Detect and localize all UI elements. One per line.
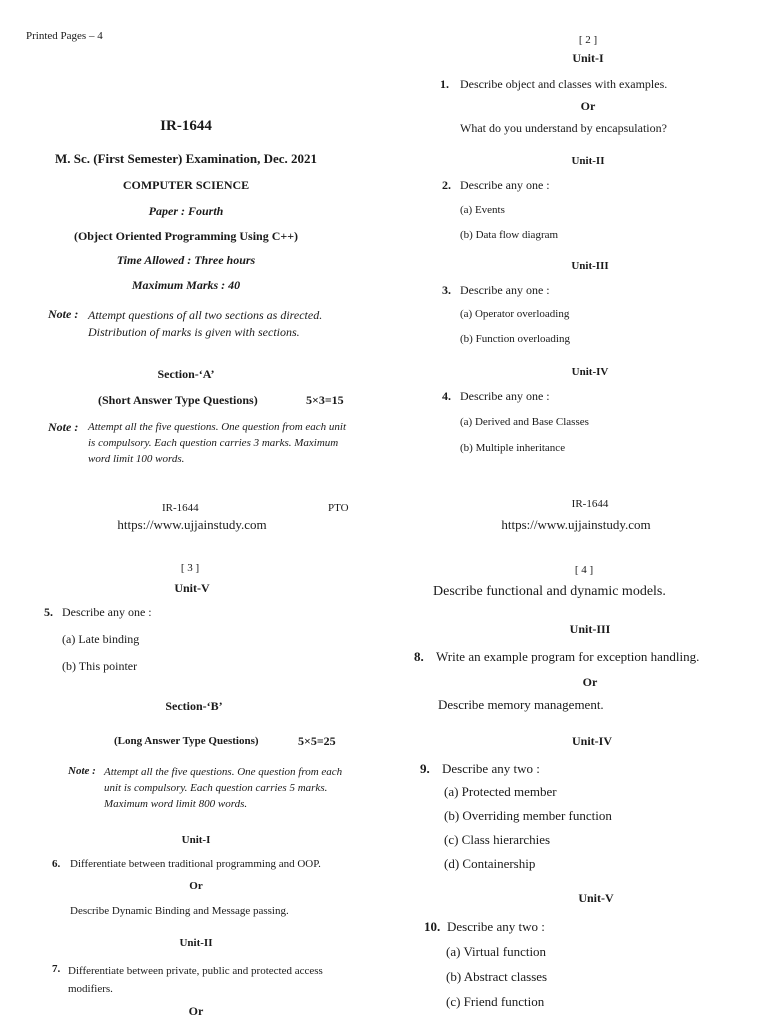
question-text: Describe Dynamic Binding and Message passing. [70,905,289,917]
page-number: [ 4 ] [574,564,594,576]
question-text: Describe functional and dynamic models. [433,584,666,599]
question-number: 2. [442,178,451,192]
paper-code: IR-1644 [160,118,212,134]
question-number: 7. [52,963,61,975]
option-d: (d) Containership [444,856,536,871]
question-text: Differentiate between traditional programming and OOP. [70,858,321,870]
option-b: (b) Function overloading [460,333,570,345]
printed-pages: Printed Pages – 4 [26,30,103,42]
note-text: Attempt all the five questions. One question from each unit is compulsory. Each question carries 5 marks. Maximum word limit 800 words. [104,766,343,810]
unit-heading: Unit-I [181,834,211,846]
option-b: (b) Data flow diagram [460,229,559,241]
option-b: (b) Overriding member function [444,808,612,823]
question-number: 6. [52,858,61,870]
option-b: (b) This pointer [62,659,138,673]
or-separator: Or [189,880,203,892]
footer-pto: PTO [328,502,349,514]
question-text: What do you understand by encapsulation? [460,121,667,135]
note-text: Attempt all the five questions. One question from each unit is compulsory. Each question carries 3 marks. Maximum word limit 100 words. [88,421,347,465]
unit-heading: Unit-IV [571,366,609,378]
question-text: Describe any two : [442,761,540,776]
question-number: 1. [440,77,449,91]
paper-number: Paper : Fourth [148,204,224,218]
question-text: Describe memory management. [438,697,604,712]
unit-heading: Unit-V [174,581,210,595]
question-text: Describe any one : [460,389,550,403]
question-number: 4. [442,389,451,403]
section-a-heading: Section-‘A’ [157,367,215,381]
exam-title: M. Sc. (First Semester) Examination, Dec. 2021 [54,151,318,166]
option-a: (a) Protected member [444,784,557,799]
unit-heading: Unit-II [179,937,213,949]
option-b: (b) Abstract classes [446,969,548,984]
course-title: (Object Oriented Programming Using C++) [73,229,299,243]
note-text: Attempt questions of all two sections as directed. Distribution of marks is given with sections. [88,308,323,340]
page-number: [ 2 ] [578,34,598,46]
question-text: Write an example program for exception handling. [436,649,700,664]
note-label: Note : [48,420,79,434]
or-separator: Or [582,675,598,689]
unit-heading: Unit-V [578,891,614,905]
question-text: Describe object and classes with examples. [460,77,668,91]
question-number: 9. [420,761,430,776]
question-number: 10. [424,919,441,934]
note-label: Note : [48,307,79,321]
option-a: (a) Virtual function [446,944,547,959]
unit-heading: Unit-I [572,51,604,65]
question-number: 3. [442,283,451,297]
option-c: (c) Friend function [446,994,545,1009]
question-text: Describe any one : [460,283,550,297]
or-separator: Or [580,99,596,113]
section-b-title: (Long Answer Type Questions) [114,735,259,747]
question-text: Describe any two : [447,919,545,934]
question-text: Describe any one : [62,605,152,619]
question-text: Describe any one : [460,178,550,192]
question-number: 5. [44,605,53,619]
footer-url: https://www.ujjainstudy.com [501,517,651,532]
unit-heading: Unit-III [571,260,609,272]
question-number: 8. [414,649,424,664]
footer-url: https://www.ujjainstudy.com [117,517,267,532]
option-b: (b) Multiple inheritance [460,442,566,454]
page-number: [ 3 ] [180,562,200,574]
footer-code: IR-1644 [162,502,199,514]
option-a: (a) Operator overloading [460,308,570,320]
option-a: (a) Late binding [62,632,140,646]
section-b-marks: 5×5=25 [298,734,336,748]
maximum-marks: Maximum Marks : 40 [131,278,241,292]
time-allowed: Time Allowed : Three hours [116,253,256,267]
section-a-title: (Short Answer Type Questions) [98,393,258,407]
or-separator: Or [188,1004,204,1018]
unit-heading: Unit-II [571,155,605,167]
section-a-marks: 5×3=15 [306,393,344,407]
question-text: Differentiate between private, public and protected access modifiers. [68,965,323,995]
footer-code: IR-1644 [571,498,609,510]
option-c: (c) Class hierarchies [444,832,551,847]
unit-heading: Unit-IV [571,734,613,748]
unit-heading: Unit-III [569,622,611,636]
option-a: (a) Derived and Base Classes [460,416,589,428]
subject: COMPUTER SCIENCE [122,178,250,192]
option-a: (a) Events [460,204,505,216]
section-b-heading: Section-‘B’ [165,699,223,713]
note-label: Note : [68,765,96,777]
